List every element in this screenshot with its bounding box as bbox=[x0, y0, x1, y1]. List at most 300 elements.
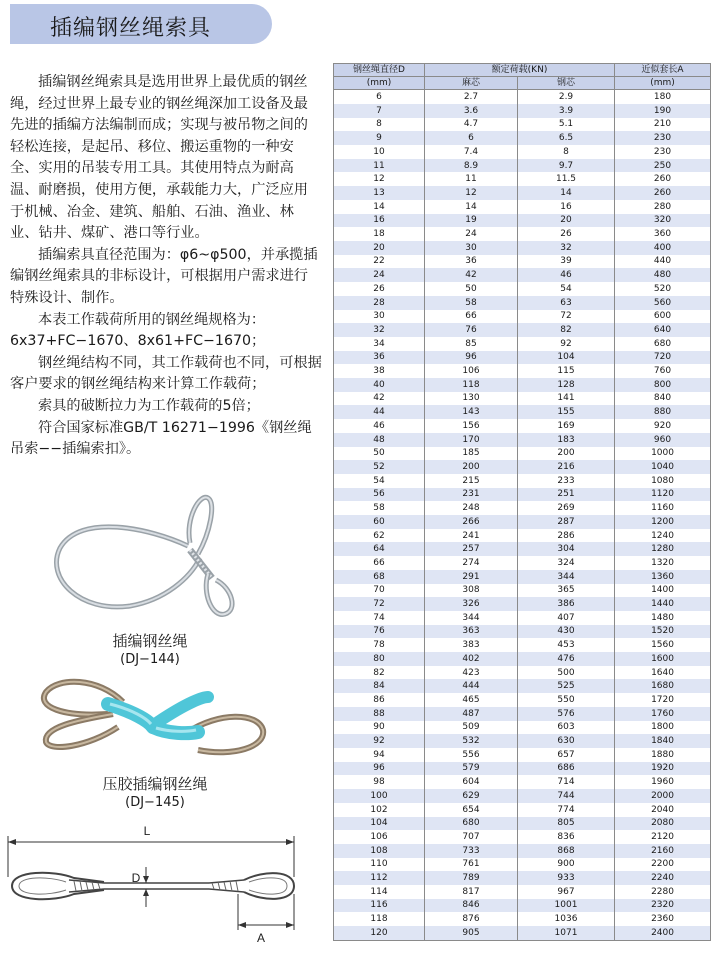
table-row bbox=[334, 666, 711, 680]
cell-steel-core: 104 bbox=[518, 351, 615, 365]
table-row bbox=[334, 145, 711, 159]
cell-diameter: 108 bbox=[334, 844, 425, 858]
cell-hemp-core: 363 bbox=[425, 625, 518, 639]
cell-sleeve-length: 520 bbox=[615, 282, 711, 296]
cell-hemp-core: 487 bbox=[425, 707, 518, 721]
cell-sleeve-length: 190 bbox=[615, 104, 711, 118]
cell-steel-core: 216 bbox=[518, 460, 615, 474]
cell-steel-core: 774 bbox=[518, 803, 615, 817]
fig2-caption bbox=[70, 773, 240, 810]
cell-hemp-core: 274 bbox=[425, 556, 518, 570]
cell-sleeve-length: 2040 bbox=[615, 803, 711, 817]
cell-hemp-core: 170 bbox=[425, 433, 518, 447]
cell-steel-core: 16 bbox=[518, 200, 615, 214]
table-row bbox=[334, 789, 711, 803]
cell-diameter: 78 bbox=[334, 638, 425, 652]
cell-sleeve-length: 320 bbox=[615, 214, 711, 228]
rubber-sleeve-sling-image bbox=[38, 672, 268, 767]
cell-hemp-core: 817 bbox=[425, 885, 518, 899]
cell-steel-core: 744 bbox=[518, 789, 615, 803]
cell-hemp-core: 604 bbox=[425, 775, 518, 789]
cell-steel-core: 714 bbox=[518, 775, 615, 789]
table-row bbox=[334, 241, 711, 255]
cell-steel-core: 868 bbox=[518, 844, 615, 858]
fig1-model: (DJ−144) bbox=[120, 652, 180, 667]
table-row bbox=[334, 858, 711, 872]
cell-steel-core: 550 bbox=[518, 693, 615, 707]
cell-sleeve-length: 1200 bbox=[615, 515, 711, 529]
cell-hemp-core: 4.7 bbox=[425, 118, 518, 132]
cell-diameter: 82 bbox=[334, 666, 425, 680]
table-row bbox=[334, 460, 711, 474]
cell-sleeve-length: 840 bbox=[615, 392, 711, 406]
cell-hemp-core: 50 bbox=[425, 282, 518, 296]
cell-diameter: 86 bbox=[334, 693, 425, 707]
cell-sleeve-length: 2160 bbox=[615, 844, 711, 858]
cell-sleeve-length: 2320 bbox=[615, 899, 711, 913]
table-row bbox=[334, 172, 711, 186]
table-row bbox=[334, 200, 711, 214]
table-row bbox=[334, 570, 711, 584]
cell-hemp-core: 106 bbox=[425, 364, 518, 378]
table-row bbox=[334, 447, 711, 461]
table-row bbox=[334, 364, 711, 378]
table-row bbox=[334, 255, 711, 269]
cell-steel-core: 9.7 bbox=[518, 159, 615, 173]
table-body bbox=[334, 90, 711, 941]
cell-sleeve-length: 720 bbox=[615, 351, 711, 365]
table-row bbox=[334, 337, 711, 351]
cell-steel-core: 430 bbox=[518, 625, 615, 639]
cell-steel-core: 14 bbox=[518, 186, 615, 200]
cell-steel-core: 8 bbox=[518, 145, 615, 159]
table-row bbox=[334, 529, 711, 543]
fig1-caption bbox=[80, 630, 220, 667]
label-A: A bbox=[256, 931, 266, 945]
table-row bbox=[334, 104, 711, 118]
cell-hemp-core: 248 bbox=[425, 501, 518, 515]
table-row bbox=[334, 556, 711, 570]
cell-diameter: 48 bbox=[334, 433, 425, 447]
cell-hemp-core: 2.7 bbox=[425, 90, 518, 104]
cell-hemp-core: 118 bbox=[425, 378, 518, 392]
cell-steel-core: 39 bbox=[518, 255, 615, 269]
cell-hemp-core: 215 bbox=[425, 474, 518, 488]
cell-diameter: 74 bbox=[334, 611, 425, 625]
header-sleeve-length: 近似套长A bbox=[615, 64, 711, 77]
cell-steel-core: 836 bbox=[518, 830, 615, 844]
table-row bbox=[334, 323, 711, 337]
cell-sleeve-length: 1160 bbox=[615, 501, 711, 515]
header-diameter: 钢丝绳直径D bbox=[334, 64, 425, 77]
cell-diameter: 100 bbox=[334, 789, 425, 803]
cell-diameter: 46 bbox=[334, 419, 425, 433]
cell-diameter: 8 bbox=[334, 118, 425, 132]
description bbox=[10, 72, 322, 461]
cell-steel-core: 6.5 bbox=[518, 131, 615, 145]
cell-steel-core: 900 bbox=[518, 858, 615, 872]
cell-hemp-core: 6 bbox=[425, 131, 518, 145]
table-row bbox=[334, 762, 711, 776]
table-row bbox=[334, 90, 711, 104]
cell-diameter: 106 bbox=[334, 830, 425, 844]
table-row bbox=[334, 803, 711, 817]
table-row bbox=[334, 885, 711, 899]
cell-diameter: 64 bbox=[334, 542, 425, 556]
cell-diameter: 110 bbox=[334, 858, 425, 872]
cell-steel-core: 407 bbox=[518, 611, 615, 625]
wire-rope-sling-image bbox=[40, 488, 250, 628]
cell-sleeve-length: 2080 bbox=[615, 817, 711, 831]
desc-paragraph-4: 6x37+FC−1670、8x61+FC−1670； bbox=[10, 333, 266, 350]
label-D: D bbox=[131, 871, 141, 885]
cell-sleeve-length: 1400 bbox=[615, 584, 711, 598]
cell-diameter: 88 bbox=[334, 707, 425, 721]
cell-diameter: 92 bbox=[334, 734, 425, 748]
cell-hemp-core: 707 bbox=[425, 830, 518, 844]
cell-hemp-core: 231 bbox=[425, 488, 518, 502]
spec-table bbox=[333, 63, 711, 941]
cell-sleeve-length: 1040 bbox=[615, 460, 711, 474]
cell-steel-core: 344 bbox=[518, 570, 615, 584]
table-row bbox=[334, 584, 711, 598]
cell-diameter: 22 bbox=[334, 255, 425, 269]
cell-steel-core: 92 bbox=[518, 337, 615, 351]
cell-diameter: 52 bbox=[334, 460, 425, 474]
cell-sleeve-length: 1840 bbox=[615, 734, 711, 748]
cell-hemp-core: 905 bbox=[425, 926, 518, 940]
cell-diameter: 9 bbox=[334, 131, 425, 145]
table-header-row bbox=[334, 64, 711, 77]
cell-hemp-core: 465 bbox=[425, 693, 518, 707]
cell-hemp-core: 266 bbox=[425, 515, 518, 529]
table-row bbox=[334, 652, 711, 666]
cell-hemp-core: 85 bbox=[425, 337, 518, 351]
cell-sleeve-length: 2360 bbox=[615, 912, 711, 926]
table-row bbox=[334, 638, 711, 652]
cell-sleeve-length: 1360 bbox=[615, 570, 711, 584]
cell-diameter: 36 bbox=[334, 351, 425, 365]
cell-hemp-core: 733 bbox=[425, 844, 518, 858]
cell-steel-core: 54 bbox=[518, 282, 615, 296]
cell-hemp-core: 308 bbox=[425, 584, 518, 598]
cell-sleeve-length: 2400 bbox=[615, 926, 711, 940]
cell-steel-core: 32 bbox=[518, 241, 615, 255]
cell-sleeve-length: 1240 bbox=[615, 529, 711, 543]
cell-sleeve-length: 2000 bbox=[615, 789, 711, 803]
cell-sleeve-length: 1960 bbox=[615, 775, 711, 789]
cell-steel-core: 115 bbox=[518, 364, 615, 378]
page-title: 插编钢丝绳索具 bbox=[50, 16, 212, 41]
table-row bbox=[334, 131, 711, 145]
cell-sleeve-length: 960 bbox=[615, 433, 711, 447]
cell-sleeve-length: 1480 bbox=[615, 611, 711, 625]
cell-diameter: 94 bbox=[334, 748, 425, 762]
cell-diameter: 24 bbox=[334, 268, 425, 282]
cell-hemp-core: 66 bbox=[425, 310, 518, 324]
cell-hemp-core: 654 bbox=[425, 803, 518, 817]
cell-steel-core: 141 bbox=[518, 392, 615, 406]
table-row bbox=[334, 693, 711, 707]
cell-steel-core: 269 bbox=[518, 501, 615, 515]
cell-hemp-core: 76 bbox=[425, 323, 518, 337]
cell-diameter: 54 bbox=[334, 474, 425, 488]
cell-hemp-core: 36 bbox=[425, 255, 518, 269]
cell-sleeve-length: 1320 bbox=[615, 556, 711, 570]
table-row bbox=[334, 817, 711, 831]
cell-sleeve-length: 280 bbox=[615, 200, 711, 214]
cell-steel-core: 1036 bbox=[518, 912, 615, 926]
cell-diameter: 116 bbox=[334, 899, 425, 913]
cell-sleeve-length: 920 bbox=[615, 419, 711, 433]
title-bar bbox=[10, 4, 272, 44]
cell-hemp-core: 11 bbox=[425, 172, 518, 186]
desc-paragraph-5: 钢丝绳结构不同，其工作载荷也不同，可根据客户要求的钢丝绳结构来计算工作载荷； bbox=[10, 354, 322, 393]
table-row bbox=[334, 159, 711, 173]
cell-diameter: 32 bbox=[334, 323, 425, 337]
cell-sleeve-length: 260 bbox=[615, 172, 711, 186]
cell-hemp-core: 42 bbox=[425, 268, 518, 282]
cell-steel-core: 82 bbox=[518, 323, 615, 337]
table-row bbox=[334, 871, 711, 885]
cell-steel-core: 5.1 bbox=[518, 118, 615, 132]
table-row bbox=[334, 310, 711, 324]
cell-sleeve-length: 1520 bbox=[615, 625, 711, 639]
table-row bbox=[334, 721, 711, 735]
cell-steel-core: 657 bbox=[518, 748, 615, 762]
cell-steel-core: 155 bbox=[518, 405, 615, 419]
cell-diameter: 28 bbox=[334, 296, 425, 310]
cell-steel-core: 287 bbox=[518, 515, 615, 529]
cell-hemp-core: 3.6 bbox=[425, 104, 518, 118]
cell-steel-core: 365 bbox=[518, 584, 615, 598]
cell-hemp-core: 200 bbox=[425, 460, 518, 474]
table-row bbox=[334, 748, 711, 762]
cell-sleeve-length: 880 bbox=[615, 405, 711, 419]
cell-steel-core: 805 bbox=[518, 817, 615, 831]
cell-diameter: 42 bbox=[334, 392, 425, 406]
cell-diameter: 16 bbox=[334, 214, 425, 228]
cell-diameter: 118 bbox=[334, 912, 425, 926]
cell-steel-core: 933 bbox=[518, 871, 615, 885]
cell-sleeve-length: 250 bbox=[615, 159, 711, 173]
cell-steel-core: 251 bbox=[518, 488, 615, 502]
cell-steel-core: 2.9 bbox=[518, 90, 615, 104]
cell-sleeve-length: 360 bbox=[615, 227, 711, 241]
cell-sleeve-length: 210 bbox=[615, 118, 711, 132]
cell-diameter: 84 bbox=[334, 679, 425, 693]
cell-diameter: 76 bbox=[334, 625, 425, 639]
cell-hemp-core: 24 bbox=[425, 227, 518, 241]
table-row bbox=[334, 392, 711, 406]
cell-diameter: 18 bbox=[334, 227, 425, 241]
header-steel-core: 钢芯 bbox=[518, 77, 615, 90]
cell-sleeve-length: 600 bbox=[615, 310, 711, 324]
cell-sleeve-length: 180 bbox=[615, 90, 711, 104]
cell-steel-core: 169 bbox=[518, 419, 615, 433]
table-row bbox=[334, 227, 711, 241]
cell-steel-core: 11.5 bbox=[518, 172, 615, 186]
table-row bbox=[334, 501, 711, 515]
cell-hemp-core: 444 bbox=[425, 679, 518, 693]
cell-diameter: 112 bbox=[334, 871, 425, 885]
cell-diameter: 20 bbox=[334, 241, 425, 255]
cell-hemp-core: 556 bbox=[425, 748, 518, 762]
cell-sleeve-length: 800 bbox=[615, 378, 711, 392]
cell-sleeve-length: 760 bbox=[615, 364, 711, 378]
cell-steel-core: 72 bbox=[518, 310, 615, 324]
desc-paragraph-6: 索具的破断拉力为工作载荷的5倍； bbox=[38, 397, 260, 414]
cell-sleeve-length: 230 bbox=[615, 131, 711, 145]
cell-sleeve-length: 1680 bbox=[615, 679, 711, 693]
cell-diameter: 12 bbox=[334, 172, 425, 186]
table-row bbox=[334, 734, 711, 748]
table-row bbox=[334, 282, 711, 296]
cell-steel-core: 20 bbox=[518, 214, 615, 228]
cell-hemp-core: 185 bbox=[425, 447, 518, 461]
cell-steel-core: 63 bbox=[518, 296, 615, 310]
cell-hemp-core: 257 bbox=[425, 542, 518, 556]
table-row bbox=[334, 419, 711, 433]
cell-hemp-core: 532 bbox=[425, 734, 518, 748]
table-row bbox=[334, 268, 711, 282]
cell-steel-core: 476 bbox=[518, 652, 615, 666]
cell-steel-core: 967 bbox=[518, 885, 615, 899]
cell-diameter: 50 bbox=[334, 447, 425, 461]
cell-sleeve-length: 1120 bbox=[615, 488, 711, 502]
table-row bbox=[334, 679, 711, 693]
table-row bbox=[334, 118, 711, 132]
cell-hemp-core: 789 bbox=[425, 871, 518, 885]
cell-sleeve-length: 1640 bbox=[615, 666, 711, 680]
fig2-name: 压胶插编钢丝绳 bbox=[102, 775, 208, 793]
cell-sleeve-length: 640 bbox=[615, 323, 711, 337]
cell-diameter: 40 bbox=[334, 378, 425, 392]
table-row bbox=[334, 433, 711, 447]
cell-hemp-core: 58 bbox=[425, 296, 518, 310]
cell-diameter: 26 bbox=[334, 282, 425, 296]
cell-hemp-core: 423 bbox=[425, 666, 518, 680]
table-row bbox=[334, 830, 711, 844]
cell-steel-core: 304 bbox=[518, 542, 615, 556]
cell-steel-core: 1071 bbox=[518, 926, 615, 940]
table-row bbox=[334, 542, 711, 556]
cell-sleeve-length: 1560 bbox=[615, 638, 711, 652]
cell-hemp-core: 7.4 bbox=[425, 145, 518, 159]
cell-diameter: 44 bbox=[334, 405, 425, 419]
cell-steel-core: 46 bbox=[518, 268, 615, 282]
cell-steel-core: 630 bbox=[518, 734, 615, 748]
cell-hemp-core: 579 bbox=[425, 762, 518, 776]
table-row bbox=[334, 926, 711, 940]
cell-hemp-core: 326 bbox=[425, 597, 518, 611]
cell-diameter: 114 bbox=[334, 885, 425, 899]
cell-sleeve-length: 680 bbox=[615, 337, 711, 351]
table-row bbox=[334, 515, 711, 529]
cell-diameter: 62 bbox=[334, 529, 425, 543]
cell-sleeve-length: 1920 bbox=[615, 762, 711, 776]
cell-hemp-core: 14 bbox=[425, 200, 518, 214]
cell-diameter: 60 bbox=[334, 515, 425, 529]
cell-diameter: 10 bbox=[334, 145, 425, 159]
table-row bbox=[334, 378, 711, 392]
cell-sleeve-length: 1600 bbox=[615, 652, 711, 666]
cell-diameter: 7 bbox=[334, 104, 425, 118]
cell-diameter: 56 bbox=[334, 488, 425, 502]
cell-diameter: 13 bbox=[334, 186, 425, 200]
table-row bbox=[334, 405, 711, 419]
cell-hemp-core: 156 bbox=[425, 419, 518, 433]
desc-paragraph-2: 插编索具直径范围为：φ6~φ500，并承揽插编钢丝绳索具的非标设计，可根据用户需求进行特殊设计、制作。 bbox=[10, 246, 318, 306]
cell-sleeve-length: 1080 bbox=[615, 474, 711, 488]
cell-sleeve-length: 2240 bbox=[615, 871, 711, 885]
cell-steel-core: 286 bbox=[518, 529, 615, 543]
cell-hemp-core: 143 bbox=[425, 405, 518, 419]
table-row bbox=[334, 186, 711, 200]
cell-diameter: 80 bbox=[334, 652, 425, 666]
cell-steel-core: 200 bbox=[518, 447, 615, 461]
cell-sleeve-length: 260 bbox=[615, 186, 711, 200]
table-row bbox=[334, 351, 711, 365]
table-row bbox=[334, 625, 711, 639]
cell-steel-core: 128 bbox=[518, 378, 615, 392]
cell-steel-core: 233 bbox=[518, 474, 615, 488]
cell-diameter: 58 bbox=[334, 501, 425, 515]
cell-sleeve-length: 1440 bbox=[615, 597, 711, 611]
cell-steel-core: 686 bbox=[518, 762, 615, 776]
table-row bbox=[334, 296, 711, 310]
cell-hemp-core: 402 bbox=[425, 652, 518, 666]
cell-diameter: 120 bbox=[334, 926, 425, 940]
cell-hemp-core: 12 bbox=[425, 186, 518, 200]
cell-steel-core: 576 bbox=[518, 707, 615, 721]
cell-sleeve-length: 1760 bbox=[615, 707, 711, 721]
dimension-diagram bbox=[4, 822, 304, 947]
cell-steel-core: 500 bbox=[518, 666, 615, 680]
cell-diameter: 72 bbox=[334, 597, 425, 611]
cell-diameter: 98 bbox=[334, 775, 425, 789]
table-row bbox=[334, 899, 711, 913]
cell-diameter: 104 bbox=[334, 817, 425, 831]
header-unit-mm: (mm) bbox=[334, 77, 425, 90]
cell-diameter: 102 bbox=[334, 803, 425, 817]
cell-hemp-core: 241 bbox=[425, 529, 518, 543]
cell-hemp-core: 846 bbox=[425, 899, 518, 913]
cell-steel-core: 183 bbox=[518, 433, 615, 447]
cell-sleeve-length: 1880 bbox=[615, 748, 711, 762]
desc-paragraph-7: 符合国家标准GB/T 16271−1996《钢丝绳吊索−−插编索扣》。 bbox=[10, 419, 312, 458]
cell-hemp-core: 680 bbox=[425, 817, 518, 831]
cell-sleeve-length: 2120 bbox=[615, 830, 711, 844]
cell-sleeve-length: 440 bbox=[615, 255, 711, 269]
header-unit-mm-2: (mm) bbox=[615, 77, 711, 90]
cell-sleeve-length: 230 bbox=[615, 145, 711, 159]
cell-hemp-core: 383 bbox=[425, 638, 518, 652]
table-row bbox=[334, 488, 711, 502]
cell-hemp-core: 19 bbox=[425, 214, 518, 228]
table-row bbox=[334, 912, 711, 926]
cell-diameter: 6 bbox=[334, 90, 425, 104]
cell-steel-core: 453 bbox=[518, 638, 615, 652]
cell-diameter: 30 bbox=[334, 310, 425, 324]
label-L: L bbox=[143, 824, 151, 838]
cell-hemp-core: 344 bbox=[425, 611, 518, 625]
cell-sleeve-length: 400 bbox=[615, 241, 711, 255]
cell-steel-core: 386 bbox=[518, 597, 615, 611]
table-row bbox=[334, 775, 711, 789]
fig1-name: 插编钢丝绳 bbox=[112, 632, 188, 650]
table-row bbox=[334, 214, 711, 228]
